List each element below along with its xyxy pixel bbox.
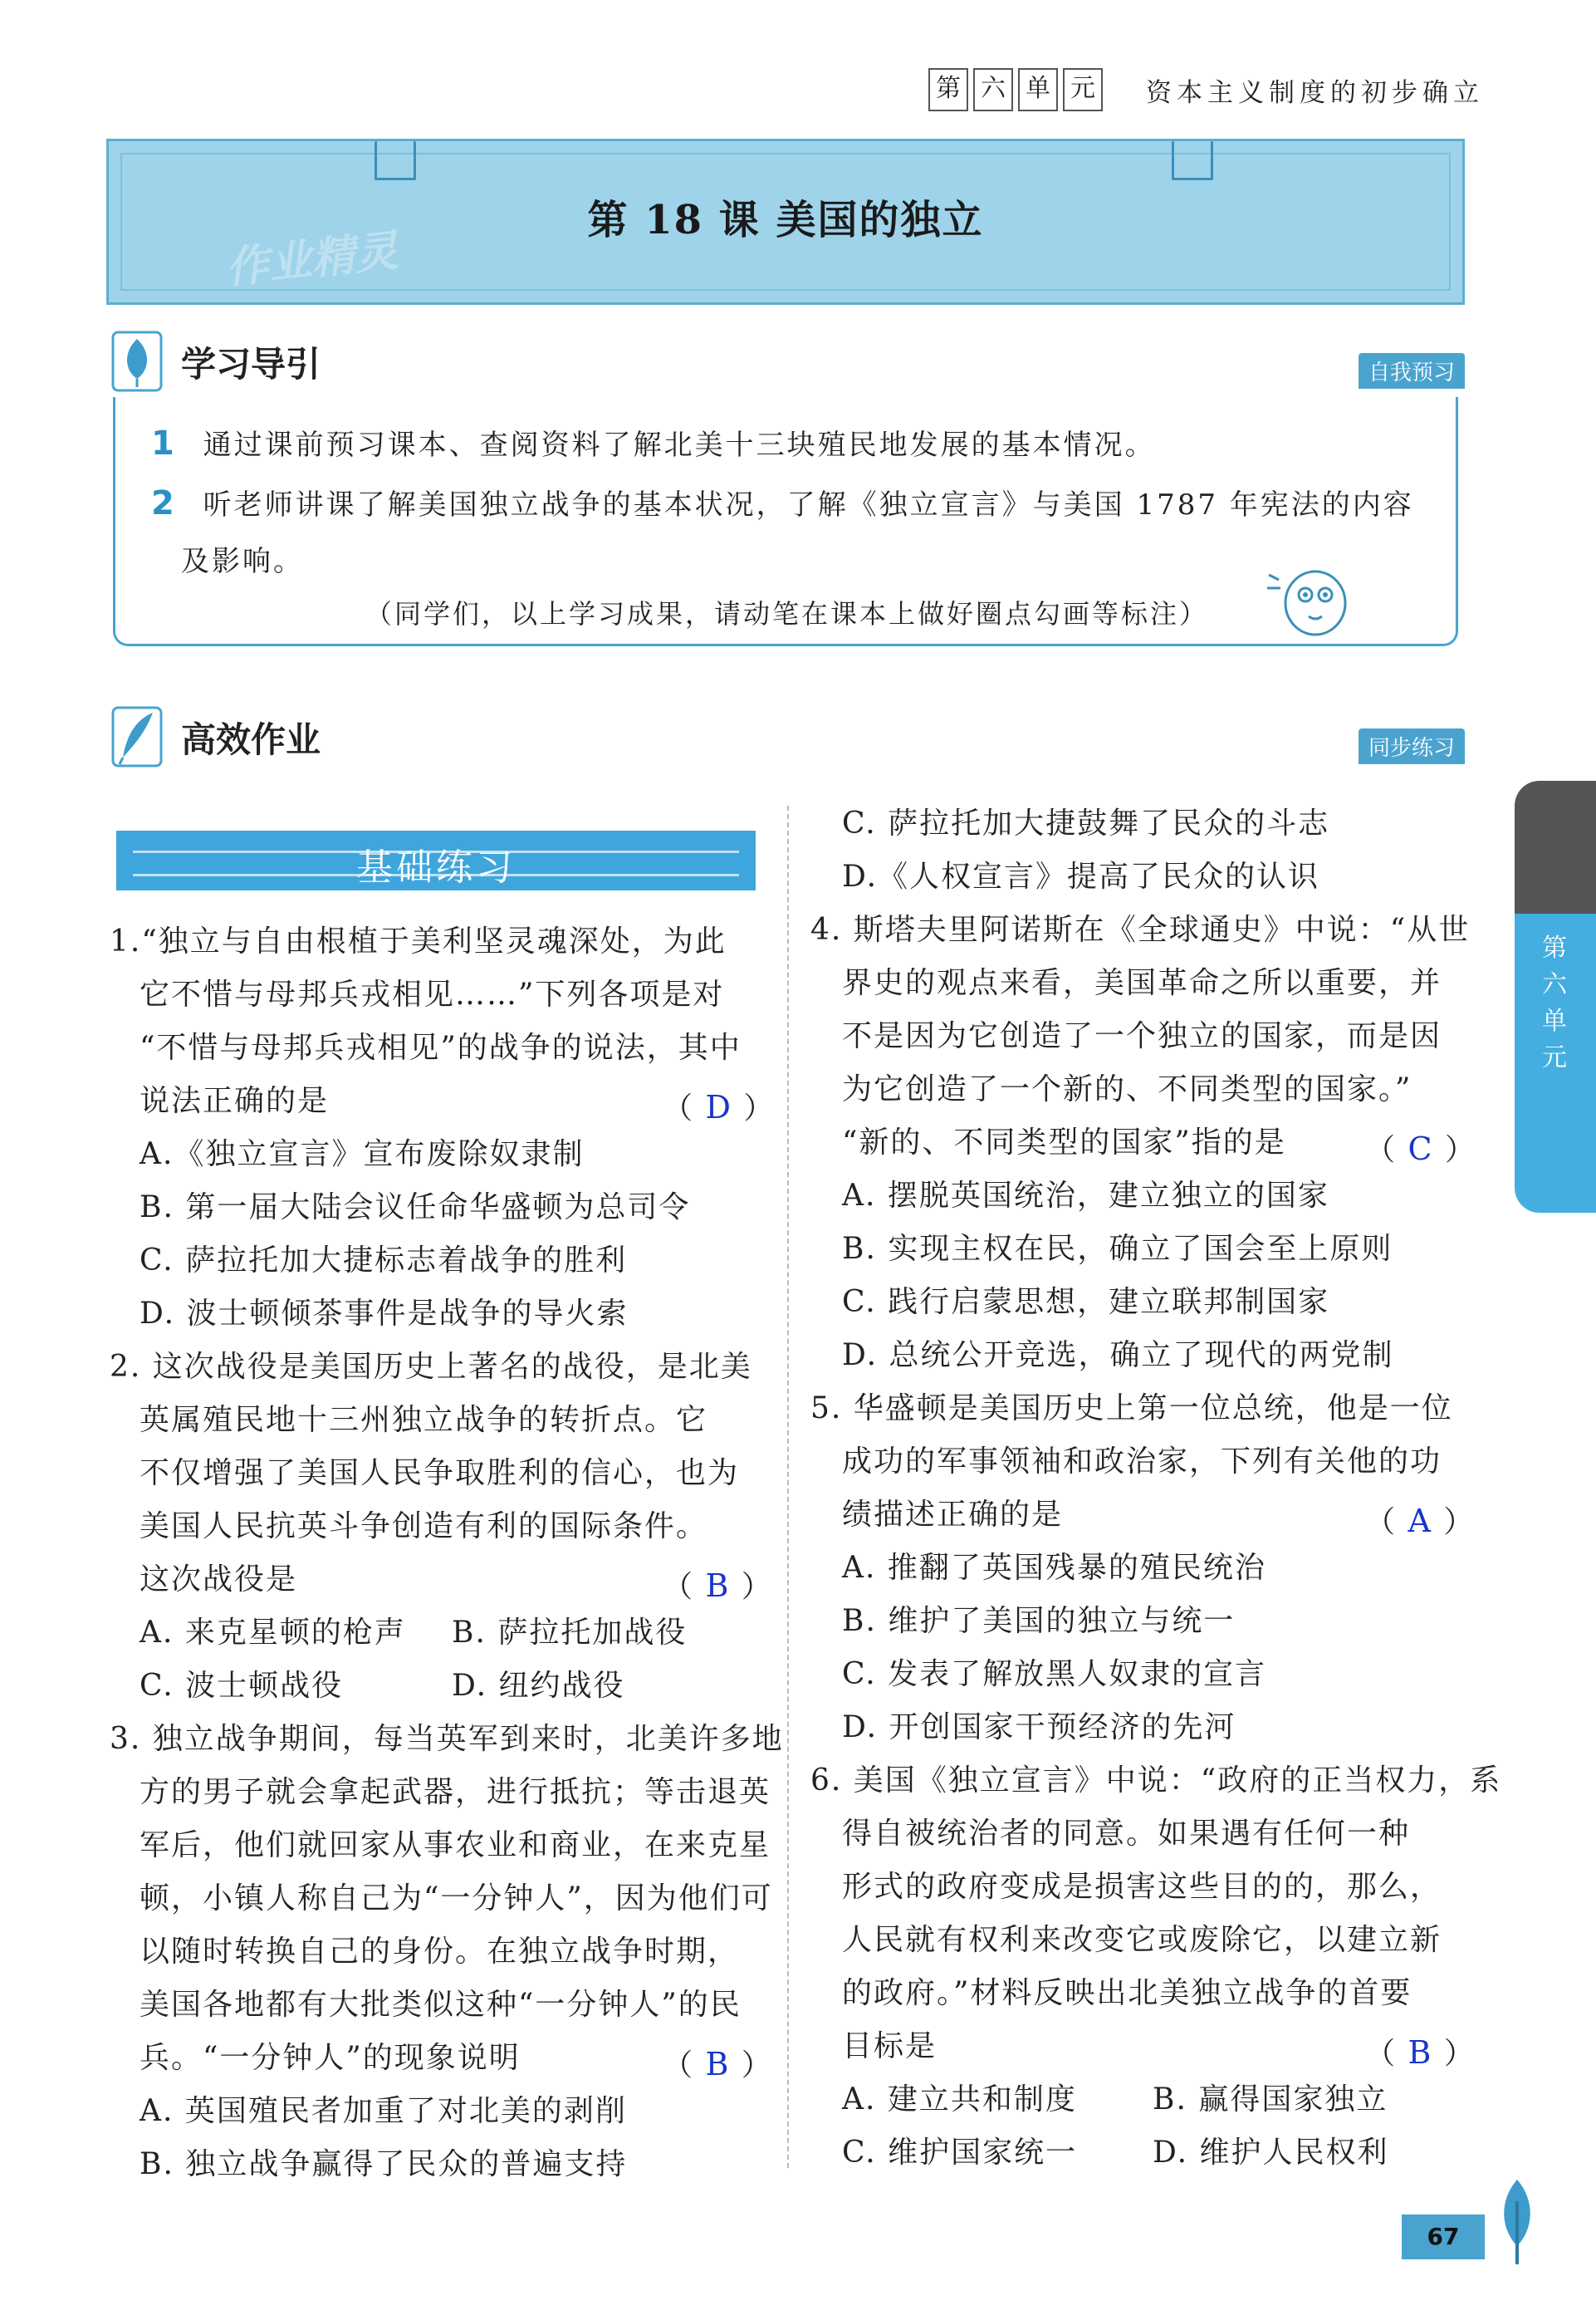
option: A. 来克星顿的枪声: [140, 1616, 406, 1650]
paren: ）: [741, 2048, 773, 2082]
answer-3: [663, 2042, 773, 2084]
paren: ）: [741, 1570, 773, 1604]
question-4-line: “新的、不同类型的国家”指的是: [842, 1126, 1286, 1160]
scroll-ornament-right-icon: [1172, 141, 1213, 180]
question-4-line: 4. 斯塔夫里阿诺斯在《全球通史》中说：“从世: [810, 913, 1471, 947]
question-2-line: 2. 这次战役是美国历史上著名的战役，是北美: [110, 1350, 752, 1384]
option: D. 维护人民权利: [1153, 2136, 1389, 2170]
guide-text: 通过课前预习课本、查阅资料了解北美十三块殖民地发展的基本情况。: [203, 429, 1156, 462]
question-6-line: 的政府。”材料反映出北美独立战争的首要: [842, 1976, 1412, 2010]
question-1-line: 1.“独立与自由根植于美利坚灵魂深处，为此: [110, 925, 727, 959]
unit-char: 六: [973, 68, 1013, 111]
question-3-line: 方的男子就会拿起武器，进行抵抗；等击退英: [140, 1775, 771, 1809]
question-2-line: 这次战役是: [140, 1562, 298, 1596]
answer-letter: D: [705, 1089, 732, 1126]
question-6-line: 6. 美国《独立宣言》中说：“政府的正当权力，系: [810, 1763, 1502, 1798]
question-6-line: 人民就有权利来改变它或废除它，以建立新: [842, 1923, 1442, 1957]
question-3-line: 军后，他们就回家从事农业和商业，在来克星: [140, 1828, 771, 1862]
leaf-icon: [111, 331, 163, 392]
scroll-ornament-left-icon: [375, 141, 416, 180]
paren: ）: [743, 1091, 776, 1126]
option: D. 开创国家干预经济的先河: [842, 1710, 1236, 1744]
question-2-line: 美国人民抗英斗争创造有利的国际条件。: [140, 1509, 708, 1543]
guide-text: 听老师讲课了解美国独立战争的基本状况，了解《独立宣言》与美国 1787 年宪法的内容: [203, 488, 1414, 522]
option: A. 英国殖民者加重了对北美的剥削: [140, 2094, 627, 2128]
paren: ）: [1443, 1505, 1476, 1539]
answer-4: [1365, 1126, 1476, 1169]
paren: （: [663, 1091, 695, 1126]
lesson-banner: [106, 139, 1465, 305]
lesson-title: 第 18 课 美国的独立: [587, 197, 984, 243]
option: D. 波士顿倾茶事件是战争的导火索: [140, 1297, 629, 1331]
option: C. 践行启蒙思想，建立联邦制国家: [842, 1285, 1330, 1319]
option: B. 维护了美国的独立与统一: [842, 1604, 1236, 1638]
sync-practice-tag: 同步练习: [1359, 728, 1465, 764]
side-tab-label: 第六单元: [1542, 934, 1567, 1072]
guide-label: 学习导引: [181, 344, 321, 385]
question-5-line: 5. 华盛顿是美国历史上第一位总统，他是一位: [810, 1391, 1453, 1425]
answer-1: [663, 1085, 775, 1127]
question-1-line: “不惜与母邦兵戎相见”的战争的说法，其中: [140, 1031, 742, 1065]
answer-letter: B: [1408, 2034, 1433, 2071]
option: A. 建立共和制度: [842, 2082, 1077, 2116]
paren: （: [1365, 1505, 1398, 1539]
question-3-line: 顿，小镇人称自己为“一分钟人”，因为他们可: [140, 1881, 773, 1915]
question-6-line: 得自被统治者的同意。如果遇有任何一种: [842, 1817, 1411, 1851]
guide-section-header: [106, 331, 1465, 397]
option: A. 摆脱英国统治，建立独立的国家: [842, 1179, 1329, 1213]
unit-side-tab: [1515, 781, 1596, 1213]
column-divider: [787, 806, 789, 2168]
option: D. 纽约战役: [452, 1669, 625, 1703]
paren: （: [1365, 2037, 1398, 2071]
guide-number: 2: [151, 484, 177, 522]
basic-practice-bar: [116, 831, 756, 890]
question-3-line: 以随时转换自己的身份。在独立战争时期，: [140, 1935, 740, 1969]
option: A. 推翻了英国残暴的殖民统治: [842, 1551, 1266, 1585]
question-1-line: 说法正确的是: [140, 1084, 330, 1118]
option: C. 萨拉托加大捷鼓舞了民众的斗志: [842, 807, 1330, 841]
watermark-logo: 作业精灵: [223, 226, 401, 294]
guide-item: [151, 482, 1414, 522]
answer-6: [1365, 2030, 1476, 2072]
basic-practice-label: 基础练习: [356, 846, 516, 889]
question-3-line: 兵。“一分钟人”的现象说明: [140, 2041, 521, 2075]
homework-section-header: [106, 706, 1465, 772]
option: B. 赢得国家独立: [1153, 2082, 1388, 2116]
question-2-line: 英属殖民地十三州独立战争的转折点。它: [140, 1403, 708, 1437]
page-number: 67: [1402, 2214, 1485, 2259]
option: B. 实现主权在民，确立了国会至上原则: [842, 1232, 1393, 1266]
unit-label: [928, 68, 1103, 111]
option: C. 波士顿战役: [140, 1669, 344, 1703]
answer-letter: B: [705, 1567, 731, 1604]
option: C. 发表了解放黑人奴隶的宣言: [842, 1657, 1267, 1691]
question-4-line: 界史的观点来看，美国革命之所以重要，并: [842, 966, 1442, 1000]
guide-text-continued: 及影响。: [181, 545, 304, 578]
side-tab-top: [1515, 781, 1596, 914]
paren: ）: [1443, 2037, 1476, 2071]
question-3-line: 美国各地都有大批类似这种“一分钟人”的民: [140, 1988, 742, 2022]
mascot-icon: [1262, 558, 1370, 641]
paren: ）: [1445, 1133, 1477, 1167]
guide-note: （同学们，以上学习成果，请动笔在课本上做好圈点勾画等标注）: [365, 598, 1209, 630]
option: A.《独立宣言》宣布废除奴隶制: [140, 1137, 585, 1171]
unit-char: 第: [928, 68, 968, 111]
question-3-line: 3. 独立战争期间，每当英军到来时，北美许多地: [110, 1722, 784, 1756]
guide-number: 1: [151, 424, 177, 463]
question-6-line: 目标是: [842, 2029, 938, 2063]
paren: （: [663, 2048, 695, 2082]
question-4-line: 不是因为它创造了一个独立的国家，而是因: [842, 1019, 1442, 1053]
homework-label: 高效作业: [181, 719, 321, 760]
unit-char: 元: [1063, 68, 1103, 111]
unit-char: 单: [1018, 68, 1058, 111]
option: B. 独立战争赢得了民众的普遍支持: [140, 2147, 628, 2181]
question-4-line: 为它创造了一个新的、不同类型的国家。”: [842, 1072, 1412, 1106]
option: C. 萨拉托加大捷标志着战争的胜利: [140, 1243, 628, 1278]
answer-2: [663, 1563, 773, 1606]
option: B. 萨拉托加战役: [452, 1616, 688, 1650]
option: D. 总统公开竞选，确立了现代的两党制: [842, 1338, 1394, 1372]
question-2-line: 不仅增强了美国人民争取胜利的信心，也为: [140, 1456, 740, 1490]
feather-pen-icon: [111, 706, 163, 768]
question-5-line: 成功的军事领袖和政治家，下列有关他的功: [842, 1444, 1442, 1479]
answer-letter: A: [1408, 1503, 1432, 1539]
question-5-line: 绩描述正确的是: [842, 1498, 1064, 1532]
option: C. 维护国家统一: [842, 2136, 1078, 2170]
paren: （: [1365, 1133, 1398, 1167]
question-6-line: 形式的政府变成是损害这些目的的，那么，: [842, 1870, 1442, 1904]
preview-tag: 自我预习: [1359, 353, 1465, 389]
option: D.《人权宣言》提高了民众的认识: [842, 860, 1320, 894]
option: B. 第一届大陆会议任命华盛顿为总司令: [140, 1190, 691, 1224]
guide-item: [151, 422, 1156, 463]
question-1-line: 它不惜与母邦兵戎相见……”下列各项是对: [140, 978, 725, 1012]
answer-letter: B: [705, 2046, 731, 2082]
answer-letter: C: [1408, 1131, 1434, 1167]
unit-title: 资本主义制度的初步确立: [1146, 78, 1484, 108]
tree-icon: [1488, 2176, 1546, 2268]
answer-5: [1365, 1498, 1475, 1541]
paren: （: [663, 1570, 695, 1604]
